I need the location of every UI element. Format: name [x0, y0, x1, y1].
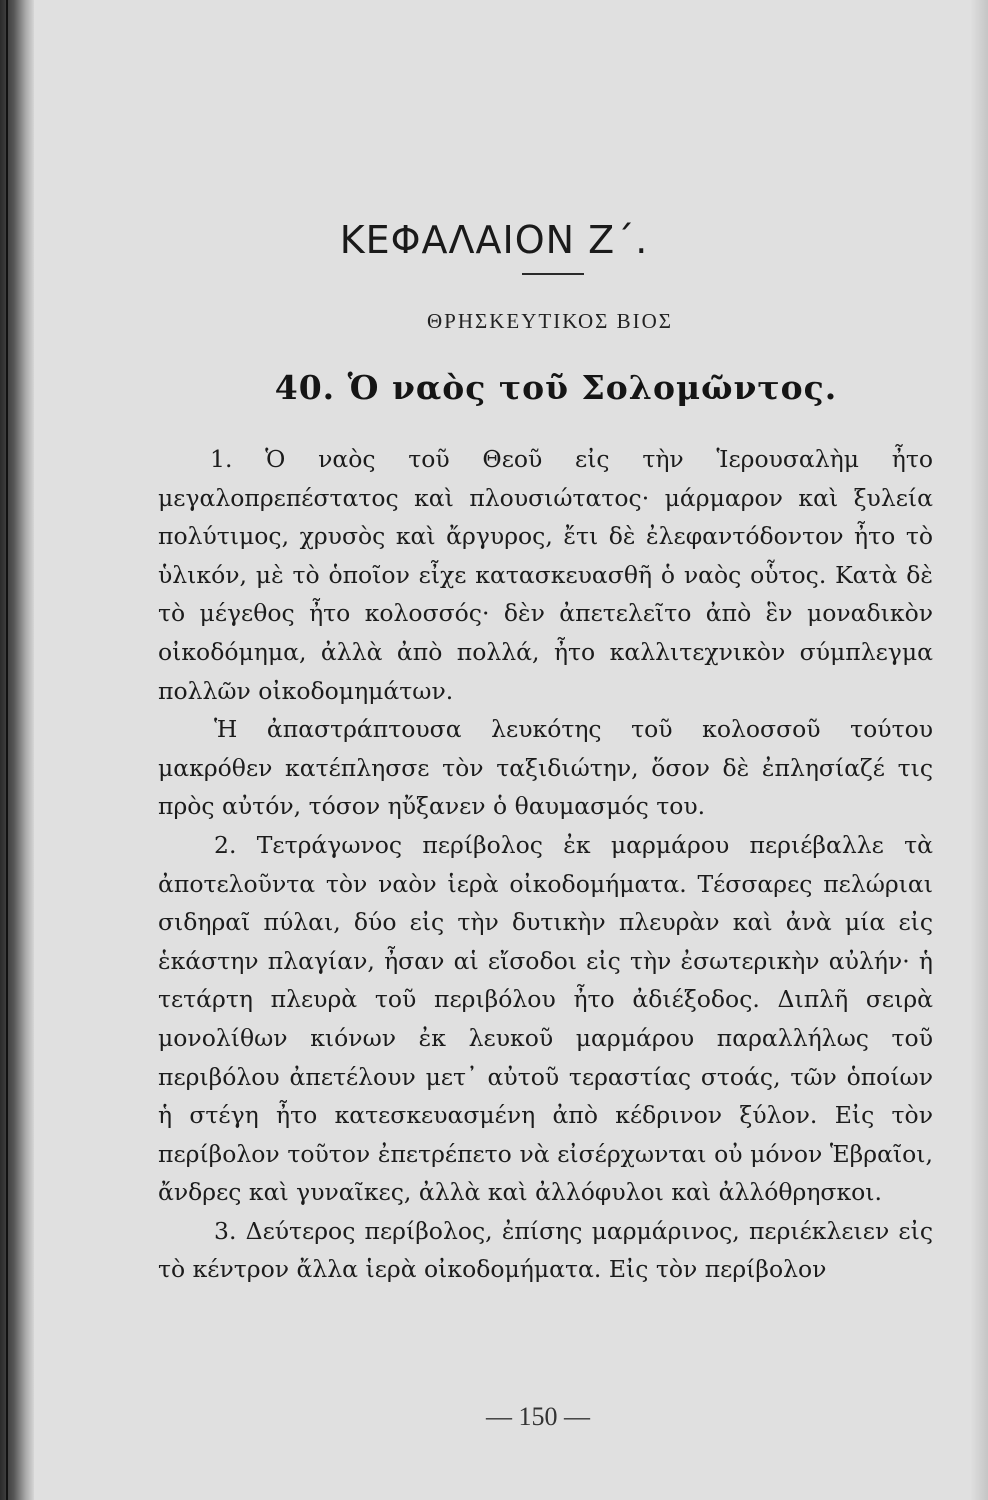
paragraph: 2. Τετράγωνος περίβολος ἐκ μαρμάρου περιέβαλλε τὰ ἀποτελοῦντα τὸν ναὸν ἱερὰ οἰκοδομήματα. Τέσσαρες πελώριαι σιδηραῖ πύλαι, δύο εἰς τὴν δυτικὴν πλευρὰν καὶ ἀνὰ μία εἰς ἑκάστην πλαγίαν, ἦσαν αἱ εἴσοδοι εἰς τὴν ἐσωτερικὴν αὐλήν· ἡ τετάρτη πλευρὰ τοῦ περιβόλου ἦτο ἀδιέξοδος. Διπλῆ σειρὰ μονολίθων κιόνων ἐκ λευκοῦ μαρμάρου παραλλήλως τοῦ περιβόλου ἀπετέλουν μετ᾽ αὐτοῦ τεραστίας στοάς, τῶν ὁποίων ἡ στέγη ἦτο κατεσκευασμένη ἀπὸ κέδρινον ξύλον. Εἰς τὸν περίβολον τοῦτον ἐπετρέπετο νὰ εἰσέρχωνται οὐ μόνον Ἑβραῖοι, ἄνδρες καὶ γυναῖκες, ἀλλὰ καὶ ἀλλόφυλοι καὶ ἀλλόθρησκοι.: [158, 830, 933, 1207]
paragraph: 1. Ὁ ναὸς τοῦ Θεοῦ εἰς τὴν Ἱερουσαλὴμ ἦτο μεγαλοπρεπέστατος καὶ πλουσιώτατος· μάρμαρον καὶ ξυλεία πολύτιμος, χρυσὸς καὶ ἄργυρος, ἔτι δὲ ἐλεφαντόδοντον ἦτο τὸ ὑλικόν, μὲ τὸ ὁποῖον εἶχε κατασκευασθῆ ὁ ναὸς οὗτος. Κατὰ δὲ τὸ μέγεθος ἦτο κολοσσός· δὲν ἀπετελεῖτο ἀπὸ ἓν μοναδικὸν οἰκοδόμημα, ἀλλὰ ἀπὸ πολλά, ἦτο καλλιτεχνικὸν σύμπλεγμα πολλῶν οἰκοδομημάτων.: [158, 445, 933, 705]
paragraph: Ἡ ἀπαστράπτουσα λευκότης τοῦ κολοσσοῦ τούτου μακρόθεν κατέπλησσε τὸν ταξιδιώτην, ὅσον δὲ ἐπλησίαζέ τις πρὸς αὐτόν, τόσον ηὔξανεν ὁ θαυμασμός του.: [158, 715, 933, 821]
lesson-title: 40. Ὁ ναὸς τοῦ Σολομῶντος.: [274, 368, 838, 407]
chapter-title: ΚΕΦΑΛΑΙΟΝ Ζ΄.: [339, 218, 649, 262]
title-divider: [522, 273, 584, 275]
page-number: — 150 —: [486, 1402, 590, 1431]
paragraph: 3. Δεύτερος περίβολος, ἐπίσης μαρμάρινος, περιέκλειεν εἰς τὸ κέντρον ἄλλα ἱερὰ οἰκοδομήματα. Εἰς τὸν περίβολον: [158, 1216, 933, 1284]
section-title: ΘΡΗΣΚΕΥΤΙΚΟΣ ΒΙΟΣ: [427, 309, 673, 333]
body-text: [158, 440, 933, 1289]
